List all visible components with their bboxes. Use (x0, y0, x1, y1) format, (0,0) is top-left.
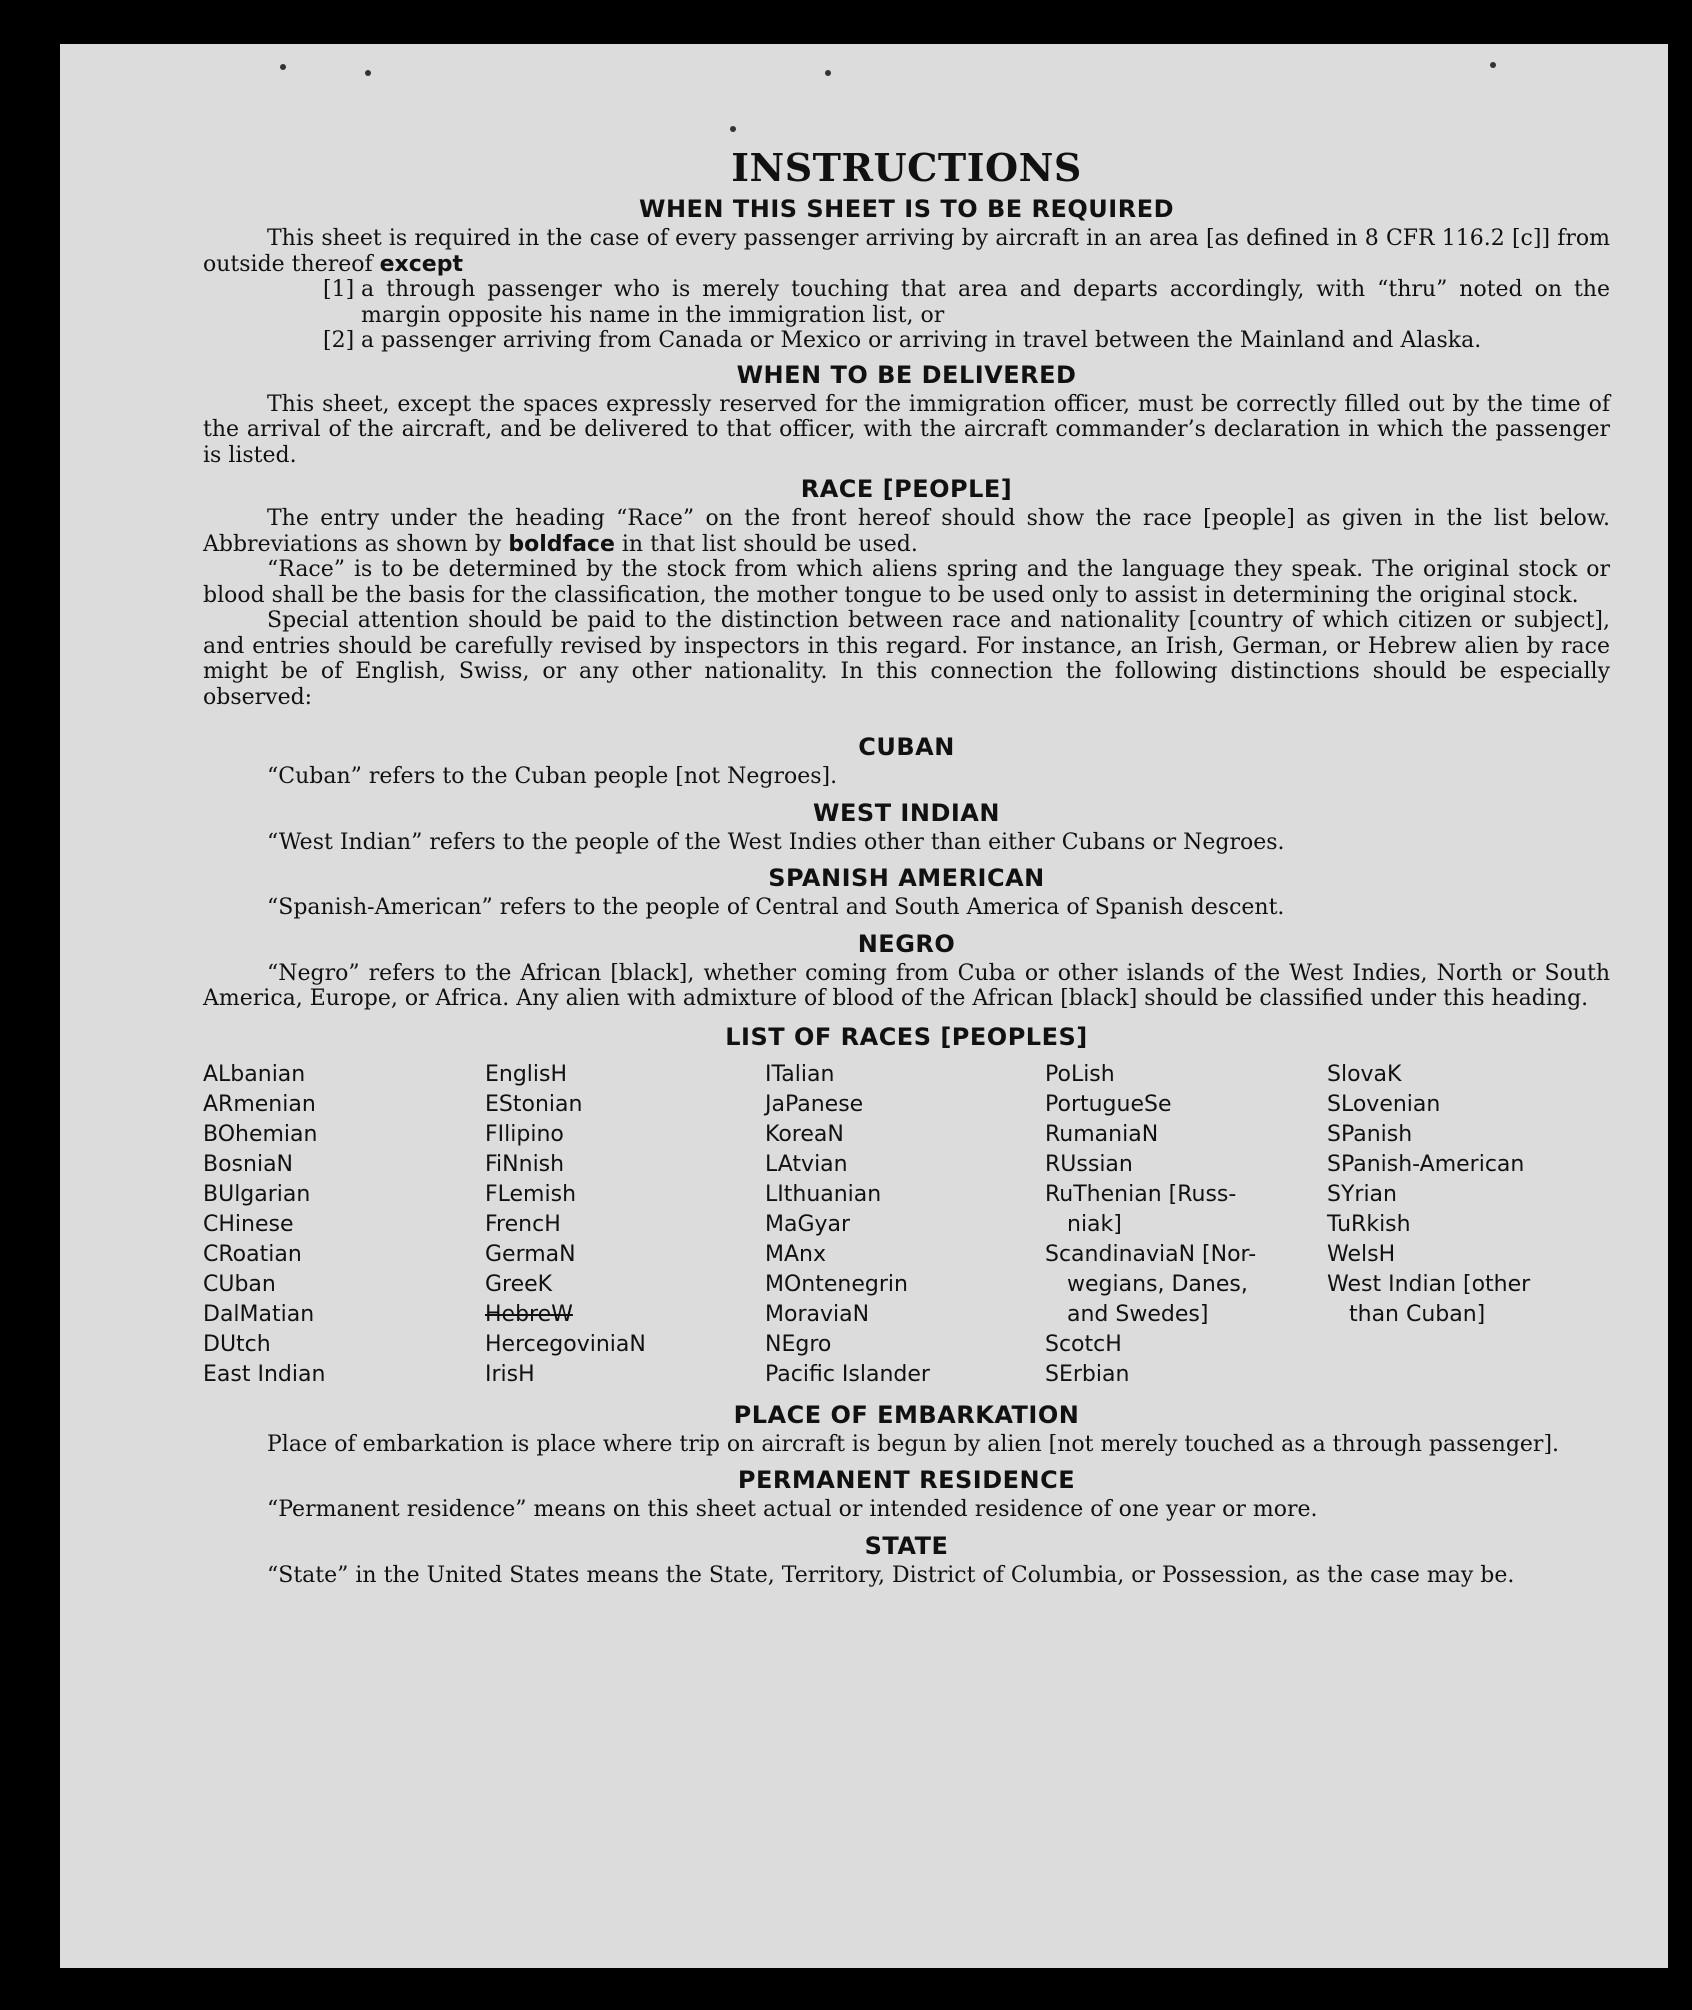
embarkation-text: Place of embarkation is place where trip on aircraft is begun by alien [not merely touched as a through passenger]. (267, 1431, 1560, 1457)
race-item: MaGyar (765, 1211, 851, 1237)
race-item: SlovaK (1327, 1061, 1402, 1087)
race-item: CUban (203, 1271, 276, 1297)
heading-list-of-races: LIST OF RACES [PEOPLES] (725, 1022, 1088, 1051)
heading-cuban: CUBAN (858, 733, 955, 761)
race-item: BOhemian (203, 1121, 318, 1147)
race-item: LAtvian (765, 1151, 848, 1177)
speck-mark (1490, 62, 1496, 68)
heading-when-delivered: WHEN TO BE DELIVERED (736, 360, 1077, 389)
race-item: RumaniaN (1045, 1121, 1159, 1147)
races-column-1 (203, 1060, 485, 1390)
race-item: DalMatian (203, 1301, 315, 1327)
race-item: MoraviaN (765, 1301, 870, 1327)
race-item: KoreaN (765, 1121, 844, 1147)
race-item: NEgro (765, 1331, 832, 1357)
race-item: GermaN (485, 1241, 576, 1267)
race-item: SErbian (1045, 1361, 1130, 1387)
exception-item-2: [2] a passenger arriving from Canada or Mexico or arriving in travel between the Mainland and Alaska. (323, 328, 1482, 353)
race-item: GreeK (485, 1271, 553, 1297)
race-item: SLovenian (1327, 1091, 1441, 1117)
race-item-continued: niak] (1067, 1211, 1122, 1237)
race-item-continued: than Cuban] (1349, 1301, 1486, 1327)
residence-text: “Permanent residence” means on this sheet actual or intended residence of one year or more. (267, 1497, 1318, 1522)
race-item: West Indian [other (1327, 1271, 1531, 1297)
race-item: CRoatian (203, 1241, 302, 1267)
races-column-3 (765, 1060, 1045, 1390)
race-item-struck: HebreW (485, 1301, 573, 1327)
race-item: FLemish (485, 1181, 577, 1207)
west-indian-text: “West Indian” refers to the people of the West Indies other than either Cubans or Negroes. (267, 829, 1285, 855)
except-bold: except (379, 251, 463, 277)
race-item: FrencH (485, 1211, 561, 1237)
exception-item-1: [1] a through passenger who is merely touching that area and departs accordingly, with “thru” noted on the margin opposite his name in the immigration list, or (323, 277, 1610, 328)
race-item: RUssian (1045, 1151, 1133, 1177)
race-item-continued: wegians, Danes, (1067, 1271, 1248, 1297)
race-item: WelsH (1327, 1241, 1396, 1267)
race-item: SPanish (1327, 1121, 1413, 1147)
race-item: MOntenegrin (765, 1271, 908, 1297)
delivered-text: This sheet, except the spaces expressly reserved for the immigration officer, must be correctly filled out by the time of the arrival of the aircraft, and be delivered to that officer, with the aircraft commander’s declaration in which the passenger is listed. (203, 391, 1610, 468)
page-title: INSTRUCTIONS (731, 145, 1082, 190)
races-column-5 (1327, 1060, 1607, 1390)
race-item: ARmenian (203, 1091, 316, 1117)
race-item: DUtch (203, 1331, 271, 1357)
cuban-text: “Cuban” refers to the Cuban people [not Negroes]. (267, 764, 838, 789)
heading-negro: NEGRO (857, 929, 956, 958)
speck-mark (730, 126, 736, 132)
race-item: CHinese (203, 1211, 294, 1237)
race-item: FiNnish (485, 1151, 565, 1177)
race-item: RuThenian [Russ- (1045, 1181, 1237, 1207)
race-item: EStonian (485, 1091, 583, 1117)
race-item: IrisH (485, 1361, 535, 1387)
races-column-2 (485, 1060, 765, 1390)
document-page (60, 44, 1668, 1968)
instructions-content (203, 146, 1610, 1588)
race-item: PoLish (1045, 1061, 1115, 1087)
race-item: ScandinaviaN [Nor- (1045, 1241, 1257, 1267)
race-paragraph-1: The entry under the heading “Race” on the front hereof should show the race [people] as given in the list below. Abbreviations as shown by boldface in that list should be used. (203, 506, 1610, 557)
speck-mark (825, 70, 831, 76)
heading-when-required: WHEN THIS SHEET IS TO BE REQUIRED (638, 195, 1175, 223)
heading-race: RACE [PEOPLE] (800, 475, 1013, 503)
race-item: ScotcH (1045, 1331, 1122, 1357)
race-paragraph-2: “Race” is to be determined by the stock from which aliens spring and the language they speak. The original stock or blood shall be the basis for the classification, the mother tongue to be used only to assist in determining the original stock. (203, 557, 1610, 608)
heading-west-indian: WEST INDIAN (813, 798, 1000, 827)
required-intro: This sheet is required in the case of every passenger arriving by aircraft in an area [as defined in 8 CFR 116.2 [c]] from outside thereof except (203, 226, 1610, 277)
race-item: MAnx (765, 1241, 826, 1267)
heading-state: STATE (864, 1531, 949, 1560)
race-item: SPanish-American (1327, 1151, 1525, 1177)
race-item: SYrian (1327, 1181, 1397, 1207)
race-item: PortugueSe (1045, 1091, 1172, 1117)
race-item: EnglisH (485, 1061, 568, 1087)
negro-text: “Negro” refers to the African [black], whether coming from Cuba or other islands of the West Indies, North or South America, Europe, or Africa. Any alien with admixture of blood of the African [black] should be classified under this heading. (203, 960, 1610, 1011)
race-item: ITalian (765, 1061, 835, 1087)
race-item: ALbanian (203, 1061, 306, 1087)
race-item: TuRkish (1327, 1211, 1411, 1237)
race-item: JaPanese (765, 1091, 864, 1117)
race-item: Pacific Islander (765, 1361, 930, 1387)
race-item: HercegoviniaN (485, 1331, 646, 1357)
state-text: “State” in the United States means the State, Territory, District of Columbia, or Possession, as the case may be. (267, 1562, 1515, 1588)
race-item-continued: and Swedes] (1067, 1301, 1209, 1327)
race-item: LIthuanian (765, 1181, 882, 1207)
race-paragraph-3: Special attention should be paid to the distinction between race and nationality [country of which citizen or subject], and entries should be carefully revised by inspectors in this regard. For instance, an Irish, German, or Hebrew alien by race might be of English, Swiss, or any other nationality. In this connection the following distinctions should be especially observed: (203, 608, 1610, 710)
heading-place-of-embarkation: PLACE OF EMBARKATION (733, 1400, 1080, 1429)
races-list (203, 1060, 1610, 1390)
speck-mark (280, 64, 286, 70)
speck-mark (365, 70, 371, 76)
heading-spanish-american: SPANISH AMERICAN (768, 864, 1045, 892)
race-item: East Indian (203, 1361, 326, 1387)
spanish-american-text: “Spanish-American” refers to the people of Central and South America of Spanish descent. (267, 895, 1285, 920)
race-item: BUlgarian (203, 1181, 311, 1207)
race-item: BosniaN (203, 1151, 294, 1177)
races-column-4 (1045, 1060, 1327, 1390)
heading-permanent-residence: PERMANENT RESIDENCE (737, 1466, 1076, 1494)
race-item: FIlipino (485, 1121, 564, 1147)
